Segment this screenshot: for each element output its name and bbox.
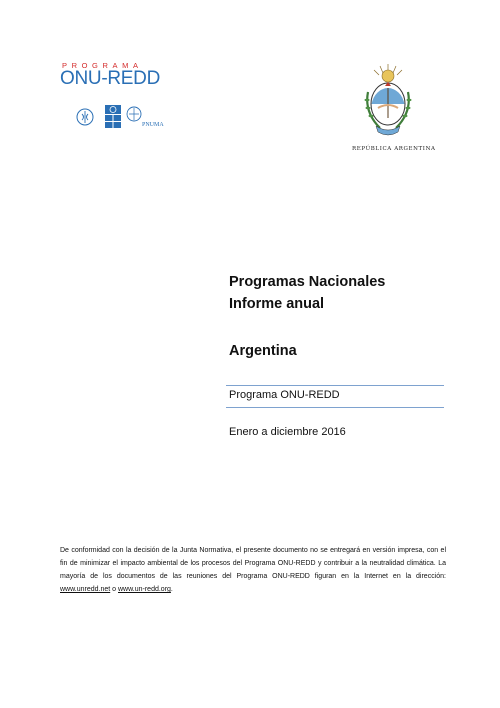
un-redd-org-link[interactable]: www.un-redd.org [118,586,171,593]
divider-top [226,385,444,386]
disclaimer-end: . [170,586,173,593]
argentina-coat-of-arms-icon [358,62,418,142]
unep-emblem-icon [126,106,142,124]
fao-emblem-icon [76,108,94,126]
logo-onu-redd-text: ONU-REDD [60,68,160,89]
undp-emblem-icon [104,104,122,130]
republica-argentina-caption: REPÚBLICA ARGENTINA [352,146,436,152]
pnuma-label: PNUMA [142,122,164,128]
disclaimer-connector: o [110,586,118,593]
onu-redd-logo [60,58,178,138]
partner-logos [76,98,186,138]
reporting-period: Enero a diciembre 2016 [229,426,346,438]
report-title-line1: Programas Nacionales [229,274,386,290]
unredd-net-link[interactable]: www.unredd.net [60,586,111,593]
program-label: Programa ONU-REDD [229,389,340,401]
disclaimer-text: De conformidad con la decisión de la Junta Normativa, el presente documento no se entregará en versión impresa, con el fin de minimizar el impacto ambiental de los procesos del Programa ONU-REDD y contribuir a la neutralidad climática. La mayoría de los documentos de las reuniones del Programa ONU-REDD figuran en la Internet en la dirección: [60,547,446,580]
logo-programa-text: PROGRAMA [62,61,143,70]
country-heading: Argentina [229,343,297,359]
divider-bottom [226,407,444,408]
disclaimer-paragraph [60,544,446,596]
report-title-line2: Informe anual [229,296,325,312]
